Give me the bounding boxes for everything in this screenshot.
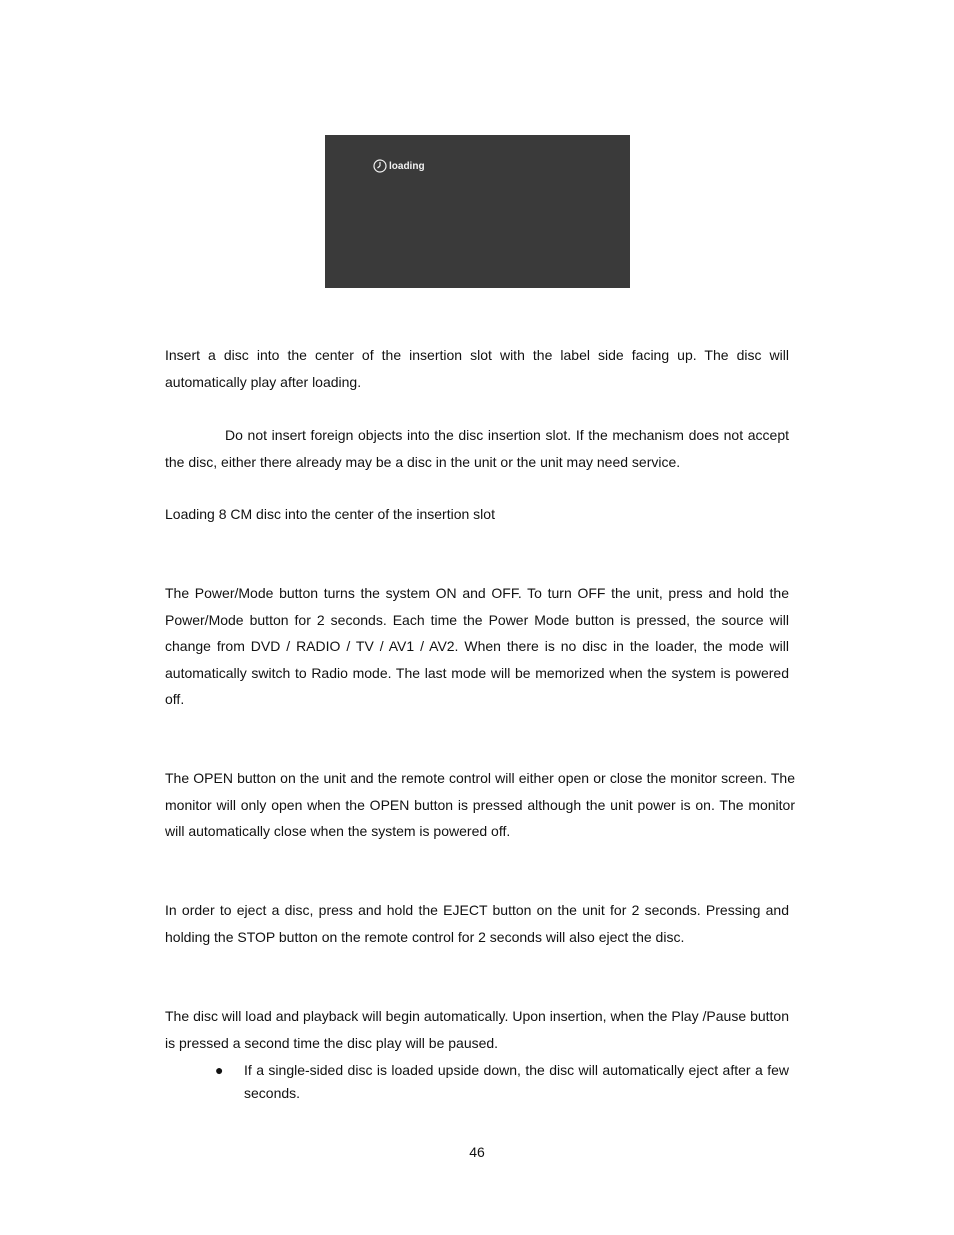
page-number: 46 (469, 1144, 485, 1160)
loading-screen-image (325, 135, 630, 288)
bullet-text: If a single-sided disc is loaded upside down, the disc will automatically eject after a few seconds. (244, 1062, 789, 1101)
clock-icon (373, 159, 387, 173)
loading-indicator (373, 159, 425, 173)
loading-label: loading (389, 160, 425, 172)
paragraph-eject: In order to eject a disc, press and hold the EJECT button on the unit for 2 seconds. Pressing and holding the STOP button on the remote control for 2 seconds will also eject the disc. (165, 902, 789, 945)
paragraph-loading-8cm: Loading 8 CM disc into the center of the insertion slot (165, 506, 495, 522)
paragraph-insert-disc: Insert a disc into the center of the insertion slot with the label side facing up. The disc will automatically play after loading. (165, 347, 789, 390)
bullet-item (215, 1059, 789, 1105)
paragraph-open-button: The OPEN button on the unit and the remote control will either open or close the monitor screen. The monitor will only open when the OPEN button is pressed although the unit power is on. The monitor will automatically close when the system is powered off. (165, 770, 795, 839)
paragraph-power-mode: The Power/Mode button turns the system ON and OFF. To turn OFF the unit, press and hold the Power/Mode button for 2 seconds. Each time the Power Mode button is pressed, the source will change from DVD / RADIO / TV / AV1 / AV2. When there is no disc in the loader, the mode will automatically switch to Radio mode. The last mode will be memorized when the system is powered off. (165, 585, 789, 707)
paragraph-caution: Do not insert foreign objects into the disc insertion slot. If the mechanism does not accept the disc, either there already may be a disc in the unit or the unit may need service. (165, 427, 789, 470)
bullet-glyph: ● (215, 1062, 224, 1078)
paragraph-playback: The disc will load and playback will begin automatically. Upon insertion, when the Play /Pause button is pressed a second time the disc play will be paused. (165, 1008, 789, 1051)
